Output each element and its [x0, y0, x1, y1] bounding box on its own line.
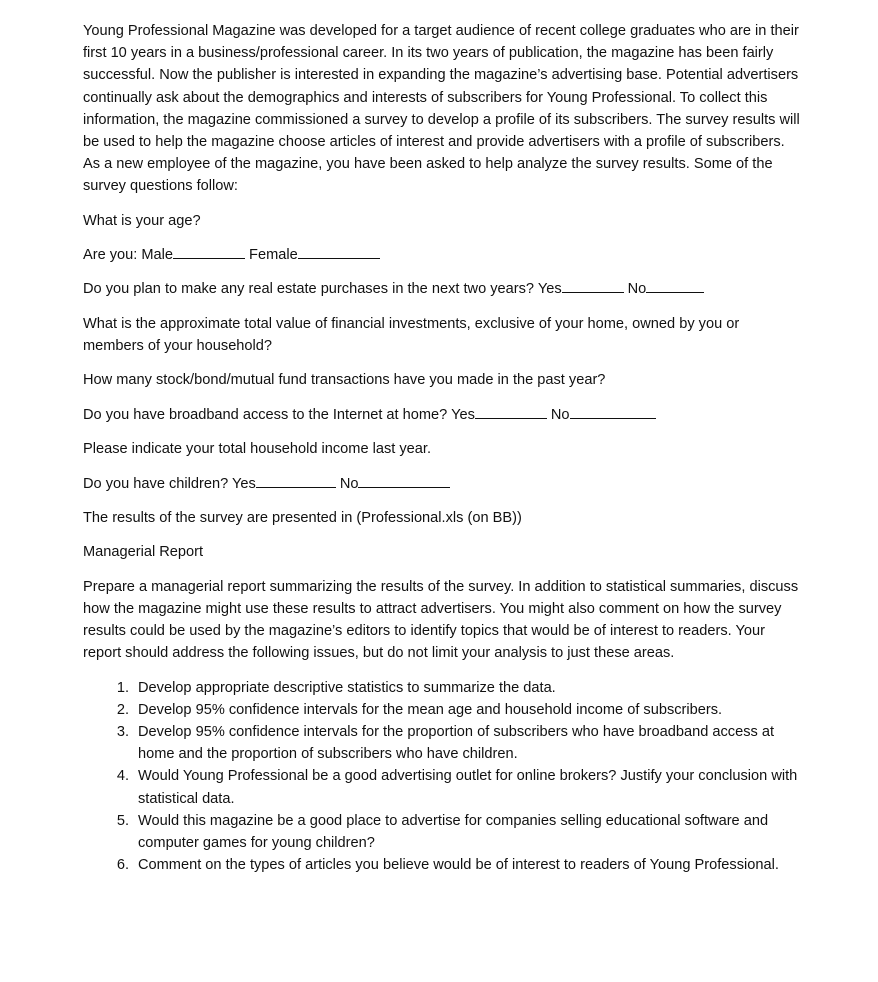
- question-children: [83, 473, 803, 495]
- female-blank: [298, 244, 380, 259]
- task-list: [83, 677, 803, 877]
- real-estate-no-label: No: [627, 281, 647, 298]
- list-item-number: 3.: [116, 723, 129, 740]
- report-heading: Managerial Report: [83, 544, 204, 561]
- list-item-text: Would this magazine be a good place to advertise for companies selling educational software and computer games for young children?: [138, 812, 769, 851]
- list-item-text: Develop 95% confidence intervals for the proportion of subscribers who have broadband access at home and the proportion of subscribers who have children.: [138, 723, 775, 763]
- children-no-label: No: [339, 475, 359, 492]
- list-item-text: Would Young Professional be a good advertising outlet for online brokers? Justify your conclusion with statistical data.: [138, 768, 798, 807]
- list-item-number: 2.: [116, 701, 129, 718]
- question-broadband: [83, 404, 803, 426]
- list-item-number: 6.: [116, 857, 129, 874]
- list-item-number: 1.: [116, 679, 129, 696]
- results-line: The results of the survey are presented in (Professional.xls (on BB)): [83, 509, 522, 526]
- list-item-text: Develop appropriate descriptive statistics to summarize the data.: [138, 679, 556, 696]
- gender-male-label: Are you: Male: [83, 247, 174, 264]
- list-item: [83, 699, 803, 721]
- broadband-no-label: No: [550, 406, 570, 423]
- list-item: [83, 721, 803, 765]
- broadband-no-blank: [570, 404, 656, 419]
- list-item-text: Comment on the types of articles you believe would be of interest to readers of Young Professional.: [138, 857, 779, 874]
- list-item: [83, 765, 803, 809]
- list-item-text: Develop 95% confidence intervals for the mean age and household income of subscribers.: [138, 701, 723, 718]
- list-item: [83, 810, 803, 854]
- broadband-yes-blank: [475, 404, 547, 419]
- real-estate-yes-label: Do you plan to make any real estate purchases in the next two years? Yes: [83, 281, 562, 298]
- list-item-number: 4.: [116, 768, 129, 785]
- real-estate-yes-blank: [562, 278, 624, 293]
- question-gender: [83, 244, 803, 266]
- list-item: [83, 677, 803, 699]
- question-real-estate: [83, 278, 803, 300]
- male-blank: [173, 244, 245, 259]
- children-no-blank: [358, 473, 450, 488]
- broadband-yes-label: Do you have broadband access to the Internet at home? Yes: [83, 406, 475, 423]
- question-income: Please indicate your total household income last year.: [83, 441, 432, 458]
- question-transactions: How many stock/bond/mutual fund transactions have you made in the past year?: [83, 372, 606, 389]
- children-yes-label: Do you have children? Yes: [83, 475, 256, 492]
- question-investments: What is the approximate total value of financial investments, exclusive of your home, owned by you or members of your household?: [83, 315, 740, 354]
- children-yes-blank: [256, 473, 336, 488]
- gender-female-label: Female: [249, 247, 298, 264]
- intro-paragraph: Young Professional Magazine was developed for a target audience of recent college graduates who are in their first 10 years in a business/professional career. In its two years of publication, the magazine has been fairly successful. Now the publisher is interested in expanding the magazine’s advertising base. Potential advertisers continually ask about the demographics and interests of subscribers for Young Professional. To collect this information, the magazine commissioned a survey to develop a profile of its subscribers. The survey results will be used to help the magazine choose articles of interest and provide advertisers with a profile of subscribers. As a new employee of the magazine, you have been asked to help analyze the survey results. Some of the survey questions follow:: [83, 23, 800, 195]
- real-estate-no-blank: [646, 278, 704, 293]
- list-item: [83, 854, 803, 876]
- question-age: What is your age?: [83, 212, 201, 229]
- list-item-number: 5.: [116, 812, 129, 829]
- document-page: [83, 20, 803, 876]
- report-paragraph: Prepare a managerial report summarizing the results of the survey. In addition to statistical summaries, discuss how the magazine might use these results to attract advertisers. You might also comment on how the survey results could be used by the magazine’s editors to identify topics that would be of interest to readers. Your report should address the following issues, but do not limit your analysis to just these areas.: [83, 578, 799, 662]
